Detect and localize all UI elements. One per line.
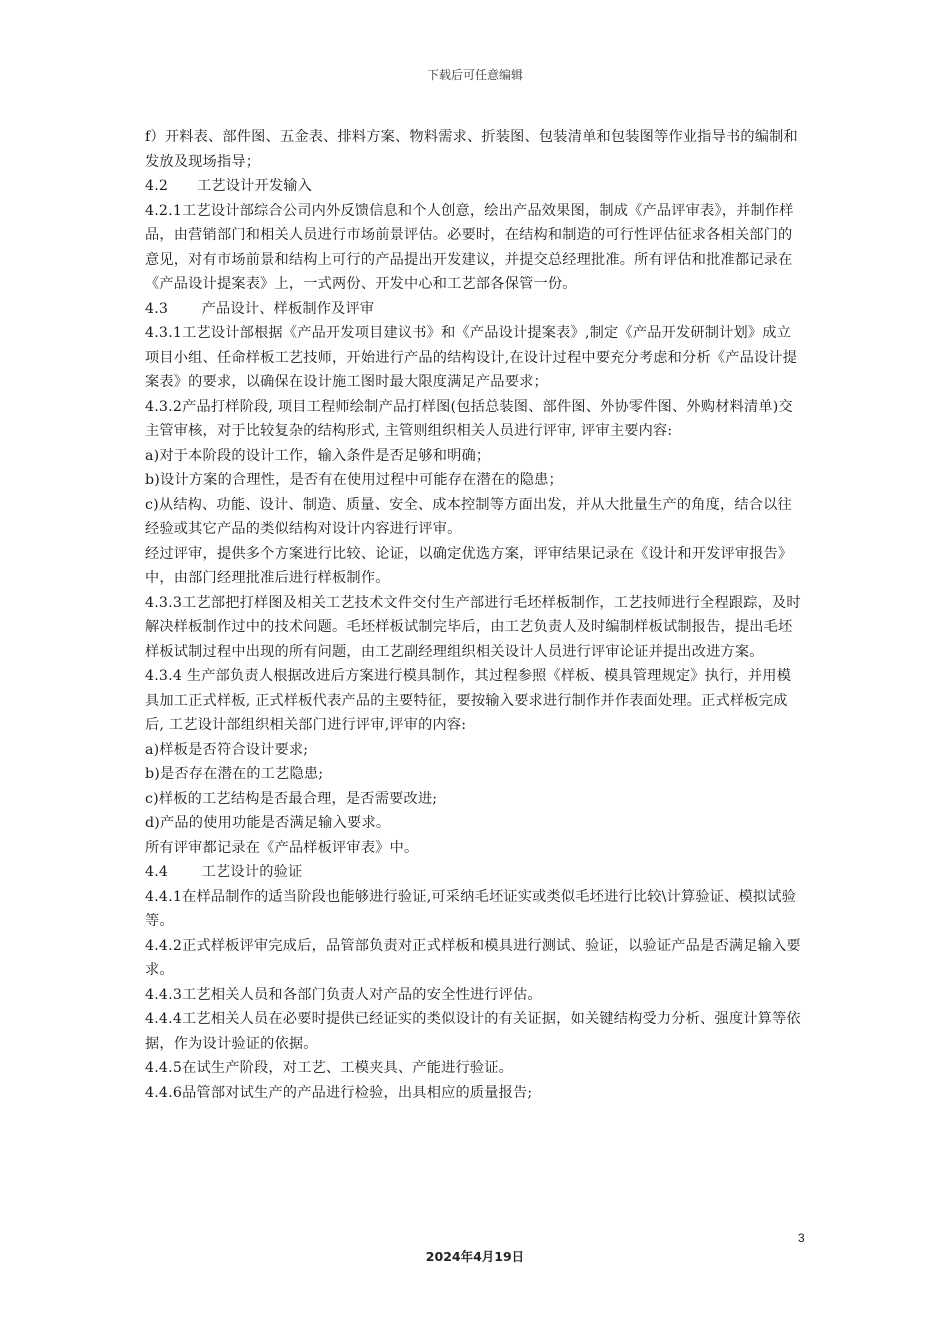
paragraph: 4.3.1工艺设计部根据《产品开发项目建议书》和《产品设计提案表》,制定《产品开发研制计划》成立项目小组、任命样板工艺技师，开始进行产品的结构设计,在设计过程中要充分考虑和分析《产品设计提案表》的要求，以确保在设计施工图时最大限度满足产品要求；	[145, 325, 798, 390]
section-heading: 4.2 工艺设计开发输入	[145, 178, 313, 194]
paragraph: 经过评审，提供多个方案进行比较、论证，以确定优选方案，评审结果记录在《设计和开发评审报告》中，由部门经理批准后进行样板制作。	[145, 545, 793, 586]
document-body	[145, 125, 805, 1105]
paragraph: 4.4.4工艺相关人员在必要时提供已经证实的类似设计的有关证据，如关键结构受力分析、强度计算等依据，作为设计验证的依据。	[145, 1011, 801, 1052]
list-item: a)对于本阶段的设计工作，输入条件是否足够和明确；	[145, 447, 491, 464]
paragraph: 4.4.2正式样板评审完成后，品管部负责对正式样板和模具进行测试、验证，以验证产品是否满足输入要求。	[145, 937, 801, 978]
list-item: c)从结构、功能、设计、制造、质量、安全、成本控制等方面出发，并从大批量生产的角度，结合以往经验或其它产品的类似结构对设计内容进行评审。	[145, 496, 792, 537]
list-item: b)是否存在潜在的工艺隐患;	[145, 766, 324, 782]
list-item: b)设计方案的合理性，是否有在使用过程中可能存在潜在的隐患；	[145, 472, 563, 488]
page-header: 下载后可任意编辑	[426, 68, 523, 82]
paragraph: 4.2.1工艺设计部综合公司内外反馈信息和个人创意，绘出产品效果图，制成《产品评审表》，并制作样品，由营销部门和相关人员进行市场前景评估。必要时，在结构和制造的可行性评估征求各相关部门的意见，对有市场前景和结构上可行的产品提出开发建议，并提交总经理批准。所有评估和批准都记录在《产品设计提案表》上，一式两份、开发中心和工艺部各保管一份。	[145, 202, 794, 292]
paragraph: 4.4.6品管部对试生产的产品进行检验，出具相应的质量报告;	[145, 1084, 533, 1101]
list-item: c)样板的工艺结构是否最合理，是否需要改进;	[145, 790, 438, 807]
paragraph: 4.4.5在试生产阶段，对工艺、工模夹具、产能进行验证。	[145, 1060, 514, 1076]
list-item: d)产品的使用功能是否满足输入要求。	[145, 815, 391, 831]
section-heading: 4.3 产品设计、样板制作及评审	[145, 300, 375, 317]
paragraph: 4.3.4 生产部负责人根据改进后方案进行模具制作，其过程参照《样板、模具管理规定》执行，并用模具加工正式样板, 正式样板代表产品的主要特征，要按输入要求进行制作并作表面处理。正式样板完成后, 工艺设计部组织相关部门进行评审,评审的内容:	[145, 668, 792, 733]
list-item: a)样板是否符合设计要求;	[145, 741, 309, 758]
paragraph: 所有评审都记录在《产品样板评审表》中。	[145, 839, 419, 856]
paragraph: 4.3.2产品打样阶段, 项目工程师绘制产品打样图(包括总装图、部件图、外协零件图、外购材料清单)交主管审核，对于比较复杂的结构形式, 主管则组织相关人员进行评审, 评审主要内容:	[145, 398, 793, 439]
section-heading: 4.4 工艺设计的验证	[145, 864, 303, 880]
paragraph: 4.4.1在样品制作的适当阶段也能够进行验证,可采纳毛坯证实或类似毛坯进行比较\计算验证、模拟试验等。	[145, 888, 797, 929]
paragraph: f）开料表、部件图、五金表、排料方案、物料需求、折装图、包装清单和包装图等作业指导书的编制和发放及现场指导；	[145, 129, 798, 170]
page-number: 3	[798, 1231, 805, 1245]
page-footer-date: 2024年4月19日	[425, 1249, 525, 1264]
paragraph: 4.3.3工艺部把打样图及相关工艺技术文件交付生产部进行毛坯样板制作，工艺技师进行全程跟踪，及时解决样板制作过中的技术问题。毛坯样板试制完毕后，由工艺负责人及时编制样板试制报告，提出毛坯样板试制过程中出现的所有问题，由工艺副经理组织相关设计人员进行评审论证并提出改进方案。	[145, 594, 801, 660]
paragraph: 4.4.3工艺相关人员和各部门负责人对产品的安全性进行评估。	[145, 986, 542, 1003]
